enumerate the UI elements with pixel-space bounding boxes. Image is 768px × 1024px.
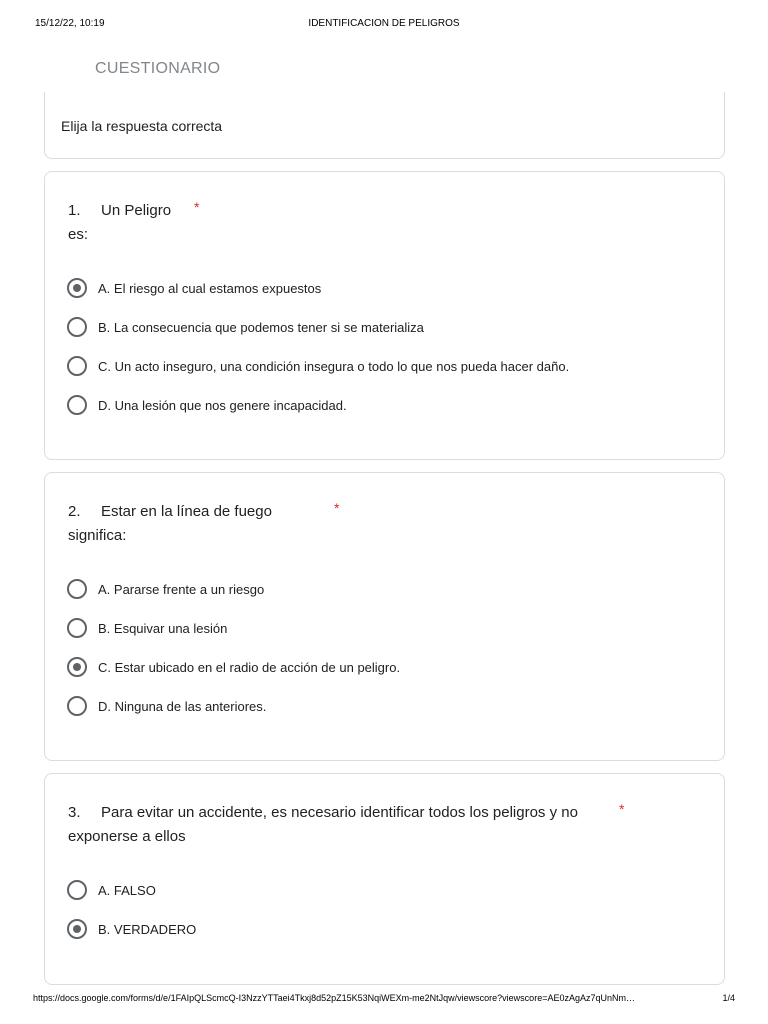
option-2a[interactable] — [67, 578, 264, 600]
question-text-line1: Un Peligro — [101, 202, 172, 219]
radio-unchecked-icon[interactable] — [67, 696, 87, 716]
question-title — [68, 801, 578, 849]
question-title — [68, 199, 171, 247]
option-2c[interactable] — [67, 656, 400, 678]
page-url: https://docs.google.com/forms/d/e/1FAIpQLScmcQ-I3NzzYTTaei4Tkxj8d52pZ15K53NqiWEXm-me2NtJqw/viewscore?viewscore=AE0zAgAz7qUnNm… — [33, 993, 635, 1003]
required-asterisk: * — [194, 199, 200, 215]
print-title: IDENTIFICACION DE PELIGROS — [308, 18, 460, 29]
option-label: B. Esquivar una lesión — [98, 620, 228, 636]
question-text-line2: significa: — [68, 527, 127, 544]
required-asterisk: * — [619, 801, 625, 817]
print-datetime: 15/12/22, 10:19 — [35, 18, 105, 29]
option-label: A. El riesgo al cual estamos expuestos — [98, 280, 322, 296]
intro-card — [44, 92, 725, 159]
print-header — [0, 18, 768, 32]
question-text-line1: Estar en la línea de fuego — [101, 503, 272, 520]
radio-unchecked-icon[interactable] — [67, 579, 87, 599]
radio-checked-icon[interactable] — [67, 278, 87, 298]
page-number: 1/4 — [722, 993, 735, 1003]
option-label: B. La consecuencia que podemos tener si se materializa — [98, 319, 424, 335]
radio-unchecked-icon[interactable] — [67, 618, 87, 638]
radio-unchecked-icon[interactable] — [67, 356, 87, 376]
option-2b[interactable] — [67, 617, 227, 639]
option-label: C. Estar ubicado en el radio de acción de un peligro. — [98, 659, 401, 675]
question-text-line2: exponerse a ellos — [68, 828, 186, 845]
question-card-3 — [44, 773, 725, 985]
question-title — [68, 500, 272, 548]
option-label: A. Pararse frente a un riesgo — [98, 581, 265, 597]
question-number: 1. — [68, 202, 81, 219]
required-asterisk: * — [334, 500, 340, 516]
option-3b[interactable] — [67, 918, 196, 940]
question-text-line1: Para evitar un accidente, es necesario identificar todos los peligros y no — [101, 804, 578, 821]
option-1d[interactable] — [67, 394, 347, 416]
option-label: C. Un acto inseguro, una condición insegura o todo lo que nos pueda hacer daño. — [98, 358, 570, 374]
radio-unchecked-icon[interactable] — [67, 317, 87, 337]
question-card-2 — [44, 472, 725, 761]
option-label: A. FALSO — [98, 882, 156, 898]
radio-unchecked-icon[interactable] — [67, 880, 87, 900]
intro-text: Elija la respuesta correcta — [61, 118, 223, 134]
print-footer — [0, 993, 768, 1007]
radio-unchecked-icon[interactable] — [67, 395, 87, 415]
question-text-line2: es: — [68, 226, 89, 243]
question-number: 2. — [68, 503, 81, 520]
radio-checked-icon[interactable] — [67, 657, 87, 677]
option-2d[interactable] — [67, 695, 266, 717]
radio-checked-icon[interactable] — [67, 919, 87, 939]
option-label: D. Una lesión que nos genere incapacidad. — [98, 397, 347, 413]
section-label: CUESTIONARIO — [95, 60, 221, 77]
option-label: D. Ninguna de las anteriores. — [98, 698, 267, 714]
option-1a[interactable] — [67, 277, 321, 299]
option-1c[interactable] — [67, 355, 569, 377]
question-number: 3. — [68, 804, 81, 821]
option-1b[interactable] — [67, 316, 424, 338]
option-label: B. VERDADERO — [98, 921, 197, 937]
option-3a[interactable] — [67, 879, 156, 901]
question-card-1 — [44, 171, 725, 460]
